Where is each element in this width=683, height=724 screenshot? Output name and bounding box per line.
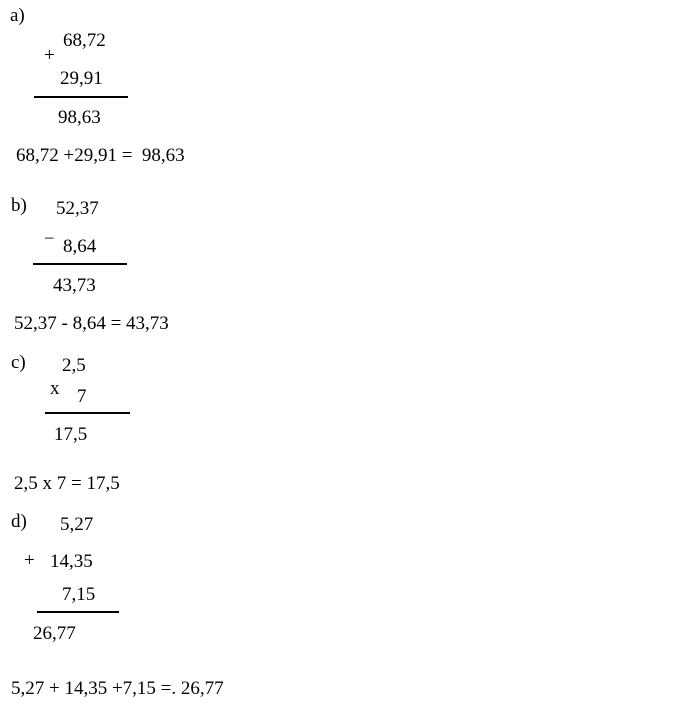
problem-a-result: 98,63 xyxy=(58,107,101,128)
problem-d-result: 26,77 xyxy=(33,623,76,644)
problem-label-d: d) xyxy=(11,511,27,532)
problem-d-operand-1: 5,27 xyxy=(60,514,94,535)
problem-c-divider xyxy=(45,412,130,414)
problem-b-result: 43,73 xyxy=(53,275,96,296)
problem-d-equation: 5,27 + 14,35 +7,15 =. 26,77 xyxy=(11,678,224,699)
problem-b-operand-2: 8,64 xyxy=(63,236,97,257)
problem-a-operator: + xyxy=(44,45,55,66)
problem-label-a: a) xyxy=(10,5,25,26)
problem-c-equation: 2,5 x 7 = 17,5 xyxy=(14,473,120,494)
problem-c-operand-1: 2,5 xyxy=(62,355,86,376)
problem-d-divider xyxy=(37,611,119,613)
problem-b-equation: 52,37 - 8,64 = 43,73 xyxy=(14,313,169,334)
problem-d-operand-3: 7,15 xyxy=(62,584,96,605)
problem-c-operand-2: 7 xyxy=(77,386,87,407)
problem-a-equation: 68,72 +29,91 = 98,63 xyxy=(16,145,185,166)
problem-c-result: 17,5 xyxy=(54,424,88,445)
problem-d-operator: + xyxy=(24,550,35,571)
problem-c-operator: x xyxy=(50,378,60,399)
problem-a-operand-1: 68,72 xyxy=(63,30,106,51)
problem-a-divider xyxy=(34,96,128,98)
problem-b-operand-1: 52,37 xyxy=(56,198,99,219)
problem-d-operand-2: 14,35 xyxy=(50,551,93,572)
problem-label-c: c) xyxy=(11,352,26,373)
problem-a-operand-2: 29,91 xyxy=(60,68,103,89)
problem-label-b: b) xyxy=(11,195,27,216)
problem-b-divider xyxy=(33,263,127,265)
problem-b-operator: – xyxy=(45,227,54,246)
